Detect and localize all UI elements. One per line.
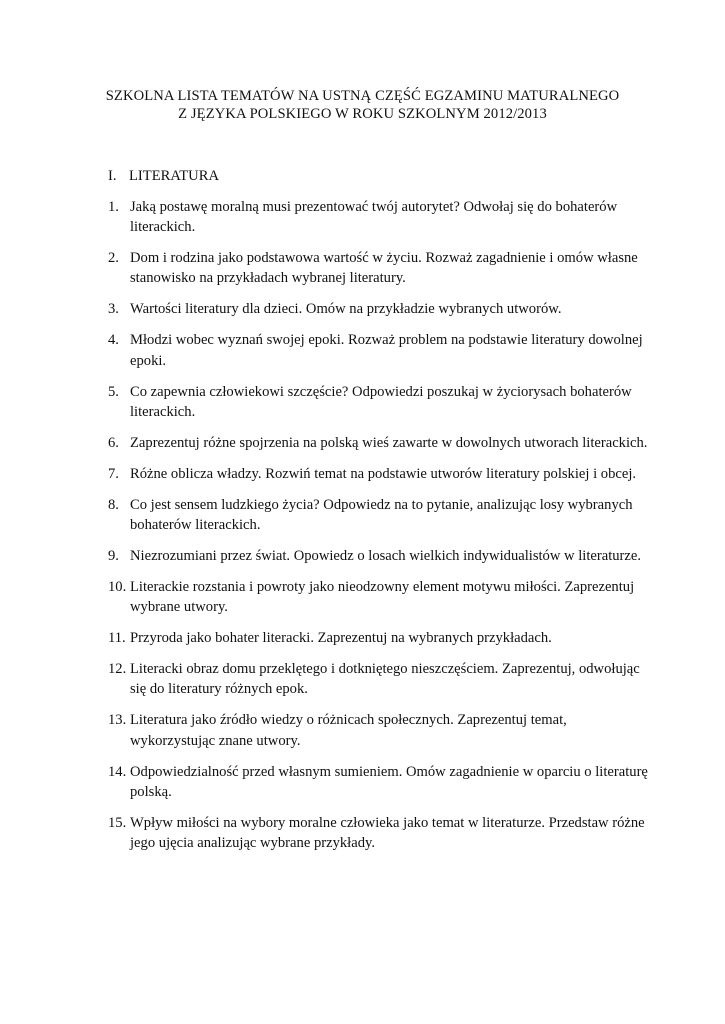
- topic-item-3: [108, 299, 648, 319]
- topic-text: Różne oblicza władzy. Rozwiń temat na podstawie utworów literatury polskiej i obcej.: [130, 465, 637, 482]
- topic-list: [108, 197, 648, 864]
- topic-number: 12.: [108, 661, 127, 678]
- topic-text: Niezrozumiani przez świat. Opowiedz o losach wielkich indywidualistów w literaturze.: [130, 548, 642, 565]
- topic-number: 6.: [108, 434, 119, 451]
- topic-item-10: [108, 577, 648, 617]
- document-title-line-2: Z JĘZYKA POLSKIEGO W ROKU SZKOLNYM 2012/2013: [178, 106, 547, 122]
- topic-number: 14.: [108, 763, 127, 780]
- section-title: LITERATURA: [129, 168, 219, 184]
- topic-text: Co zapewnia człowiekowi szczęście? Odpowiedzi poszukaj w życiorysach bohaterów literackich.: [130, 383, 632, 420]
- topic-item-6: [108, 433, 648, 453]
- topic-number: 13.: [108, 712, 127, 729]
- topic-text: Wpływ miłości na wybory moralne człowieka jako temat w literaturze. Przedstaw różne jego ujęcia analizując wybrane przykłady.: [130, 814, 645, 852]
- topic-item-1: [108, 197, 648, 237]
- topic-item-2: [108, 248, 648, 288]
- topic-number: 11.: [108, 630, 126, 647]
- topic-item-13: [108, 710, 648, 750]
- document-title-line-1: SZKOLNA LISTA TEMATÓW NA USTNĄ CZĘŚĆ EGZAMINU MATURALNEGO: [105, 88, 620, 104]
- topic-item-4: [108, 330, 648, 370]
- topic-item-8: [108, 495, 648, 535]
- topic-text: Co jest sensem ludzkiego życia? Odpowiedz na to pytanie, analizując losy wybranych bohaterów literackich.: [130, 496, 633, 534]
- topic-number: 3.: [108, 301, 119, 318]
- topic-text: Zaprezentuj różne spojrzenia na polską wieś zawarte w dowolnych utworach literackich.: [130, 434, 648, 451]
- topic-number: 15.: [108, 814, 127, 831]
- topic-item-5: [108, 382, 648, 422]
- topic-text: Literacki obraz domu przeklętego i dotkniętego nieszczęściem. Zaprezentuj, odwołując się do literatury różnych epok.: [130, 661, 640, 698]
- topic-item-14: [108, 762, 648, 802]
- topic-number: 1.: [108, 199, 119, 215]
- topic-text: Jaką postawę moralną musi prezentować twój autorytet? Odwołaj się do bohaterów literackich.: [130, 199, 618, 236]
- topic-text: Odpowiedzialność przed własnym sumieniem. Omów zagadnienie w oparciu o literaturę polską.: [130, 763, 648, 800]
- topic-text: Dom i rodzina jako podstawowa wartość w życiu. Rozważ zagadnienie i omów własne stanowisko na przykładach wybranej literatury.: [130, 250, 638, 287]
- topic-number: 2.: [108, 250, 119, 267]
- topic-text: Wartości literatury dla dzieci. Omów na przykładzie wybranych utworów.: [130, 301, 562, 318]
- topic-item-7: [108, 464, 648, 484]
- topic-number: 4.: [108, 332, 119, 349]
- topic-number: 9.: [108, 548, 119, 565]
- topic-item-11: [108, 628, 648, 648]
- section-number: I.: [108, 168, 117, 184]
- topic-number: 5.: [108, 383, 119, 400]
- topic-item-15: [108, 813, 648, 853]
- topic-text: Literatura jako źródło wiedzy o różnicach społecznych. Zaprezentuj temat, wykorzystując znane utwory.: [130, 712, 567, 749]
- topic-text: Przyroda jako bohater literacki. Zaprezentuj na wybranych przykładach.: [130, 630, 552, 647]
- topic-item-9: [108, 546, 648, 566]
- topic-number: 8.: [108, 496, 119, 513]
- section-heading: [108, 166, 219, 186]
- topic-item-12: [108, 659, 648, 699]
- topic-text: Literackie rozstania i powroty jako nieodzowny element motywu miłości. Zaprezentuj wybrane utwory.: [130, 579, 635, 616]
- topic-number: 10.: [108, 579, 127, 596]
- topic-number: 7.: [108, 465, 119, 482]
- topic-text: Młodzi wobec wyznań swojej epoki. Rozważ problem na podstawie literatury dowolnej epoki.: [130, 332, 643, 369]
